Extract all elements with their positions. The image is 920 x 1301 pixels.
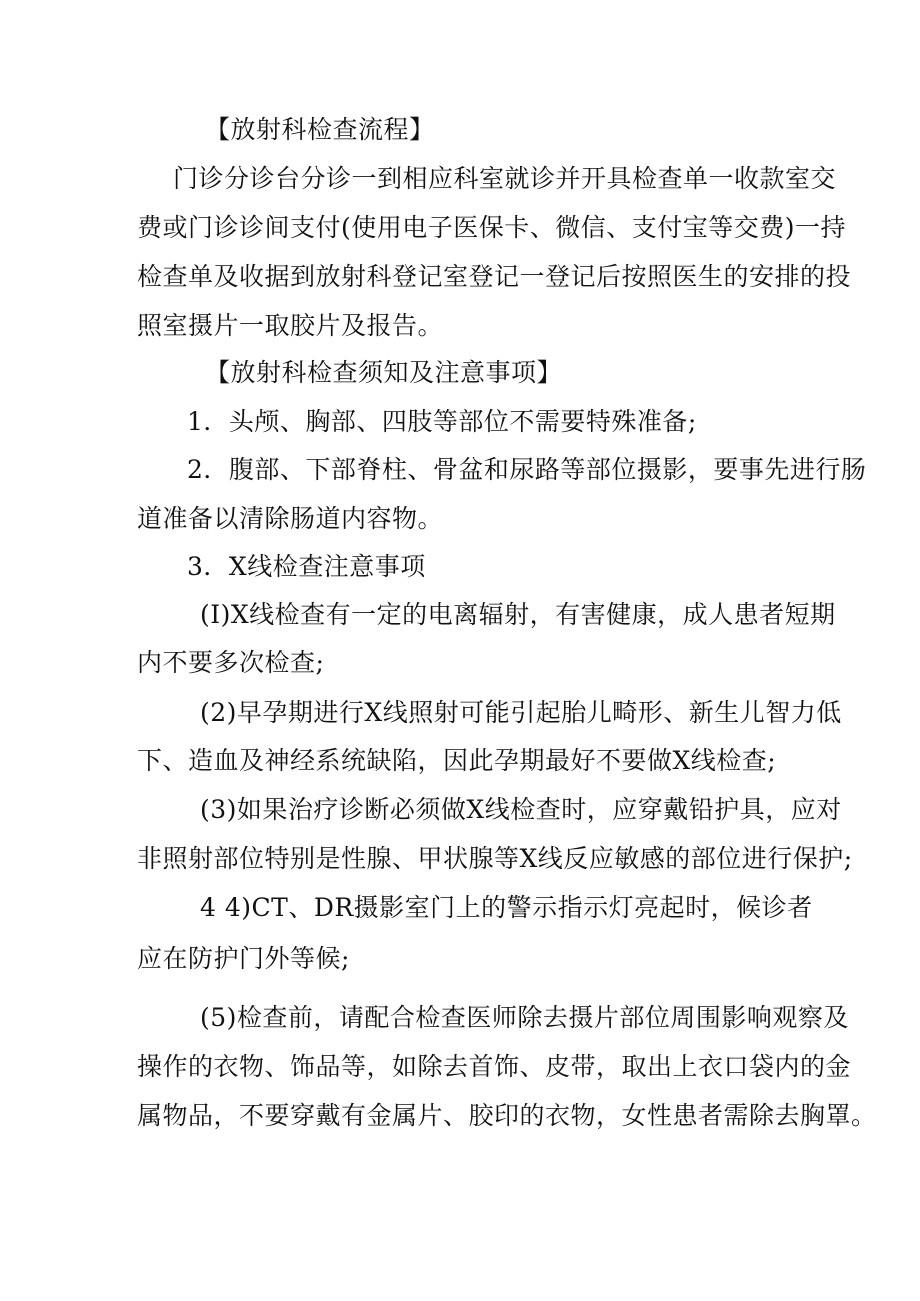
sub-item-2-line-2: 下、造血及神经系统缺陷，因此孕期最好不要做X线检查; xyxy=(137,746,777,775)
sub-item-5-line-1: (5)检查前，请配合检查医师除去摄片部位周围影响观察及 xyxy=(200,1003,849,1032)
sub-item-1-line-1: (I)X线检查有一定的电离辐射，有害健康，成人患者短期 xyxy=(200,600,836,629)
sub-item-5-line-3: 属物品，不要穿戴有金属片、胶印的衣物，女性患者需除去胸罩。 xyxy=(137,1101,877,1130)
process-line-2: 费或门诊诊间支付(使用电子医保卡、微信、支付宝等交费)一持 xyxy=(137,213,847,242)
sub-item-2-line-1: (2)早孕期进行X线照射可能引起胎儿畸形、新生儿智力低 xyxy=(200,698,842,727)
heading-notes: 【放射科检查须知及注意事项】 xyxy=(205,358,563,387)
sub-item-5-line-2: 操作的衣物、饰品等，如除去首饰、皮带，取出上衣口袋内的金 xyxy=(137,1052,852,1081)
sub-item-4-line-1: 4 4)CT、DR摄影室门上的警示指示灯亮起时，候诊者 xyxy=(200,893,813,922)
sub-item-3-line-1: (3)如果治疗诊断必须做X线检查时，应穿戴铅护具，应对 xyxy=(200,795,842,824)
item-2-line-2: 道准备以清除肠道内容物。 xyxy=(137,504,444,533)
process-line-4: 照室摄片一取胶片及报告。 xyxy=(137,311,444,340)
sub-item-3-line-2: 非照射部位特别是性腺、甲状腺等X线反应敏感的部位进行保护; xyxy=(137,844,853,873)
process-line-1: 门诊分诊台分诊一到相应科室就诊并开具检查单一收款室交 xyxy=(173,164,837,193)
item-3: 3．X线检查注意事项 xyxy=(187,552,426,581)
item-2-line-1: 2．腹部、下部脊柱、骨盆和尿路等部位摄影，要事先进行肠 xyxy=(187,455,867,484)
process-line-3: 检查单及收据到放射科登记室登记一登记后按照医生的安排的投 xyxy=(137,262,852,291)
sub-item-1-line-2: 内不要多次检查; xyxy=(137,648,325,677)
sub-item-4-line-2: 应在防护门外等候; xyxy=(137,944,350,973)
heading-process: 【放射科检查流程】 xyxy=(205,115,435,144)
item-1: 1．头颅、胸部、四肢等部位不需要特殊准备; xyxy=(187,407,697,436)
